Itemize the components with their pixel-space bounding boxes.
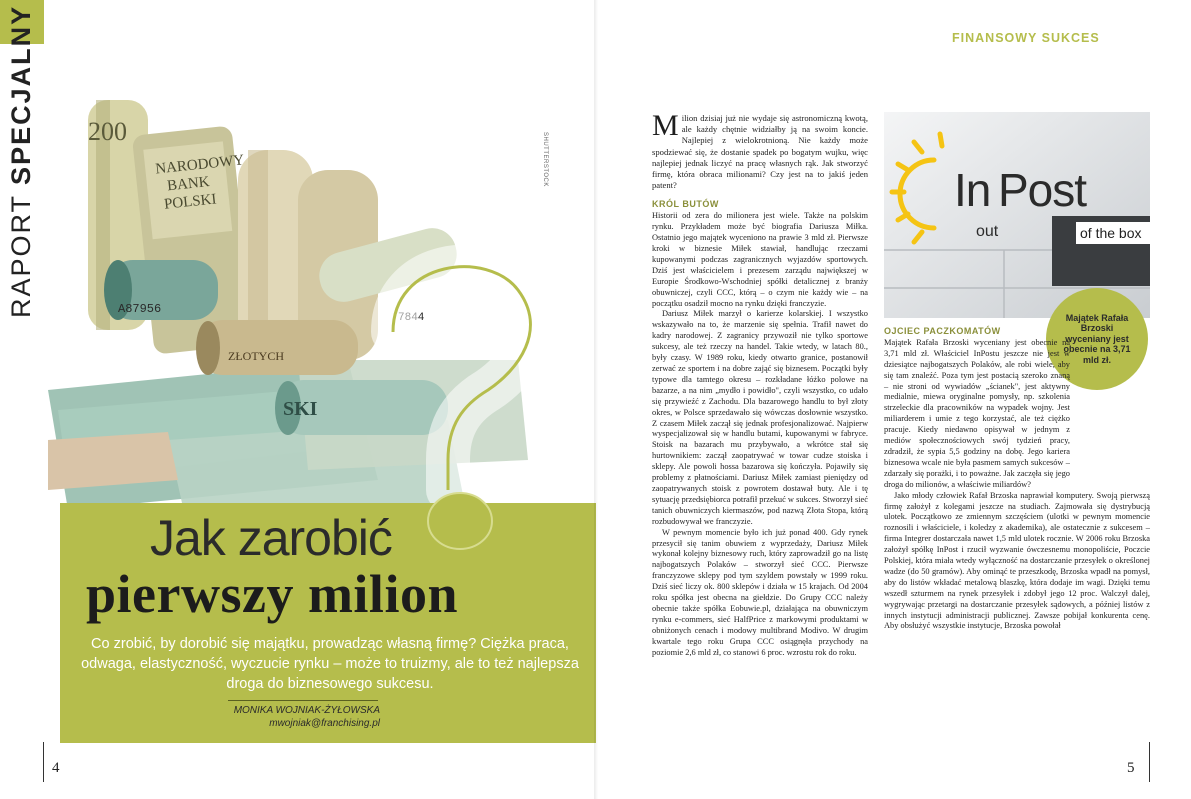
author-email: mwojniak@franchising.pl	[269, 718, 380, 729]
page-number-rule-left	[43, 742, 44, 782]
note-text-denom: 200	[88, 117, 127, 146]
side-label-light: RAPORT	[6, 194, 36, 318]
note-text-num: 7844	[398, 312, 425, 324]
intro-text: ilion dzisiaj już nie wydaje się astronomiczną kwotą, ale każdy chętnie widziałby ją na swoim koncie. Najlepiej z wielokrotnioną. Nie każdy może spodziewać się, że dostanie spadek po bogatym wujku, więc najlepiej jednak liczyć na pracę własnych rąk. Jak stworzyć firmę, która obraca milionami? Czy jest na to jakiś jeden patent?	[652, 113, 868, 191]
headline-bold: pierwszy milion	[86, 564, 458, 624]
page-number-left: 4	[52, 760, 60, 776]
page-number-rule-right	[1149, 742, 1150, 782]
photo-logo-post: Post	[998, 164, 1087, 216]
circle-caption-text: Majątek Rafała Brzoski wyceniany jest obecnie na 3,71 mld zł.	[1063, 312, 1131, 365]
photo-credit: SHUTTERSTOCK	[542, 132, 548, 187]
note-text-ski: SKI	[283, 398, 318, 420]
photo-text-box: of the box	[1080, 225, 1142, 241]
side-section-label	[4, 4, 38, 318]
page-number-right: 5	[1127, 760, 1135, 776]
section-header: FINANSOWY SUKCES	[952, 31, 1100, 45]
article-intro	[652, 109, 868, 191]
drop-cap: M	[652, 109, 679, 142]
col1-paragraph: Historii od zera do milionera jest wiele. Także na polskim rynku. Przykładem może być biografia Dariusza Miłka. Ostatnio jego majątek wyceniono na prawie 3 mld zł. Pierwsze kroki w biznesie Miłek stawiał, handlując rzeczami kupowanymi podczas zagranicznych wyjazdów sportowych. Dziś jest właścicielem i prezesem zarządu największej w Europie Środkowo-Wschodniej spółki detalicznej z branży obuwniczej, czyli CCC, którą – o czym nie każdy wie – na początku osadził mocno na rynku dzięki franczyzie.	[652, 211, 868, 308]
question-mark-dot	[420, 486, 500, 556]
headline-light: Jak zarobić	[150, 510, 392, 566]
banknote-flat-5	[48, 432, 178, 490]
note-text-zloty: ZŁOTYCH	[228, 349, 284, 363]
author-name: MONIKA WOJNIAK-ŻYŁOWSKA	[233, 705, 380, 716]
spine-shadow	[594, 0, 598, 799]
note-text-polski: POLSKI	[163, 191, 218, 213]
subhead-ojciec-paczkomatow: OJCIEC PACZKOMATÓW	[884, 326, 1001, 336]
photo-text-out: out	[976, 223, 999, 240]
col1-paragraph: Dariusz Miłek marzył o karierze kolarskiej. I wszystko wskazywało na to, że marzenie się spełnia. Trafił nawet do kadry narodowej. Z zagranicy przywoził nie tylko sportowe sukcesy, ale też rzeczy na handel. Takie wtedy, w latach 80., były czasy. W 1989 roku, kiedy otwarto granice, postanowił zerwać ze sportem i na dobre zająć się biznesem. Początki były typowe dla tamtego okresu – rozkładane łóżko polowe na bazarze, a na nim „mydło i powidło", czyli wszystko, co udało się przywieźć z Zachodu. Dla bazarowego handlu to był złoty okres, w Polsce sprzedawało się wówczas dosłownie wszystko. Z czasem Miłek zaczął się jednak profesjonalizować. Najpierw wyspecjalizował się w handlu butami, kupowanymi w fabryce. Stoisk na bazarach mu przybywało, a wkrótce stał się hurtownikiem: zaczął zaopatrywać w towar cudze stoiska i sklepy. Ale powoli hossa bazarowa się kończyła. Pojawiły się problemy z płatnościami. Dariusz Miłek zamiast pieniędzy od zaopatrywanych stoisk z powrotem dostawał buty. Ale i tę sytuację przedsiębiorca potrafił przekuć w sukces. Stworzył sieć tanich obuwniczych kiermaszów, pod nazwą Złota Stopa, którą rozbudowywał we franczyzie.	[652, 309, 868, 526]
subhead-krol-butow: KRÓL BUTÓW	[652, 199, 719, 210]
roll-front-tan	[198, 320, 358, 375]
side-label-bold: SPECJALNY	[6, 4, 36, 185]
article-column-1	[652, 109, 868, 658]
photo-logo-in: In	[954, 164, 991, 216]
note-text-bank: BANK	[166, 173, 211, 195]
inpost-locker-photo	[884, 112, 1150, 318]
col2-paragraph: Jako młody człowiek Rafał Brzoska naprawiał komputery. Swoją pierwszą firmę założył z kolegami jeszcze na studiach. Zajmowała się dystrybucją ulotek. Początkowo ze zmiennym szczęściem (ulotki w pewnym momencie roznosili i właściciele, i koledzy z akademika), ale ostatecznie z sukcesem – firma Integrer dostarczała nawet 1,5 mld ulotek rocznie. W 2006 roku Brzoska założył spółkę InPost i rzucił wyzwanie ówczesnemu monopoliście, Poczcie Polskiej, która miała wtedy wyłączność na dostarczanie przesyłek o określonej wadze (do 50 gramów). Aby ominąć te przeszkodę, Brzoska wpadł na pomysł, aby do listów wkładać metalową blaszkę, która dodaje im wagi. Dzięki temu wszedł szturmem na rynek przesyłek i zdobył jego 12 proc. Walczył dalej, wygrywając przetargi na dostarczanie przesyłek sądowych, a później listów z innych instytucji administracji publicznej. Zawsze pobijał konkurenta cenę. Aby obsłużyć wszystkie instytucje, Brzoska powołał	[884, 490, 1150, 631]
banknotes-illustration	[48, 60, 588, 530]
author-byline	[200, 704, 380, 730]
article-column-2	[884, 326, 1150, 632]
lead-paragraph: Co zrobić, by dorobić się majątku, prowadząc własną firmę? Ciężka praca, odwaga, elastyczność, wyczucie rynku – może to truizmy, ale to też najlepsza droga do biznesowego sukcesu.	[81, 636, 579, 692]
col2-paragraph: Majątek Rafała Brzoski wyceniany jest obecnie na 3,71 mld zł. Właściciel InPostu jeszcze nie jest w dziesiątce najbogatszych Polaków, ale robi wiele, aby się tam znaleźć. Poza tym jest postacią szeroko znaną – nie stroni od wywiadów „ścianek", jest aktywny medialnie, miewa oryginalne pomysły, np. szkolenia strzeleckie dla pracowników na wypadek wojny. Jest miliarderem i umie z tego korzystać, ale też ciężko pracuje. Kiedy niedawno opisywał w jednym z mediów społecznościowych swój tydzień pracy, zdradził, że sypia 5,5 godziny na dobę. Jego kariera biznesowa wcale nie była pasmem samych sukcesów – zdarzały się porażki, i to poważne. Jak zaczęła się jego droga do milionów, a właściwie miliardów?	[884, 337, 1070, 489]
col1-paragraph: W pewnym momencie było ich już ponad 400. Gdy rynek przesycił się tanim obuwiem z wyprzedaży, Dariusz Miłek wykonał kolejny biznesowy ruch, który zaprowadził go na listę najbogatszych Polaków – stworzył sieć CCC. Pierwsze franczyzowe sklepy pod tym szyldem powstały w 1999 roku. Dziś sieć liczy ok. 800 sklepów i działa w 15 krajach. Od 2004 roku spółka jest obecna na giełdzie. Do Grupy CCC należy obecnie także spółka Eobuwie.pl, działająca na obuwniczym rynku e-commers, sieć HalfPrice z markowymi produktami w obniżonych cenach i modowy multibrand Modivo. W drugim kwartale tego roku Grupa CCC osiągnęła przychody na poziomie 2,6 mld zł, co stanowi 6 proc. wzrostu rok do roku.	[652, 527, 868, 657]
author-divider	[228, 700, 378, 701]
note-text-serial: A87956	[118, 302, 162, 316]
note-text-narodowy: NARODOWY	[154, 152, 245, 178]
